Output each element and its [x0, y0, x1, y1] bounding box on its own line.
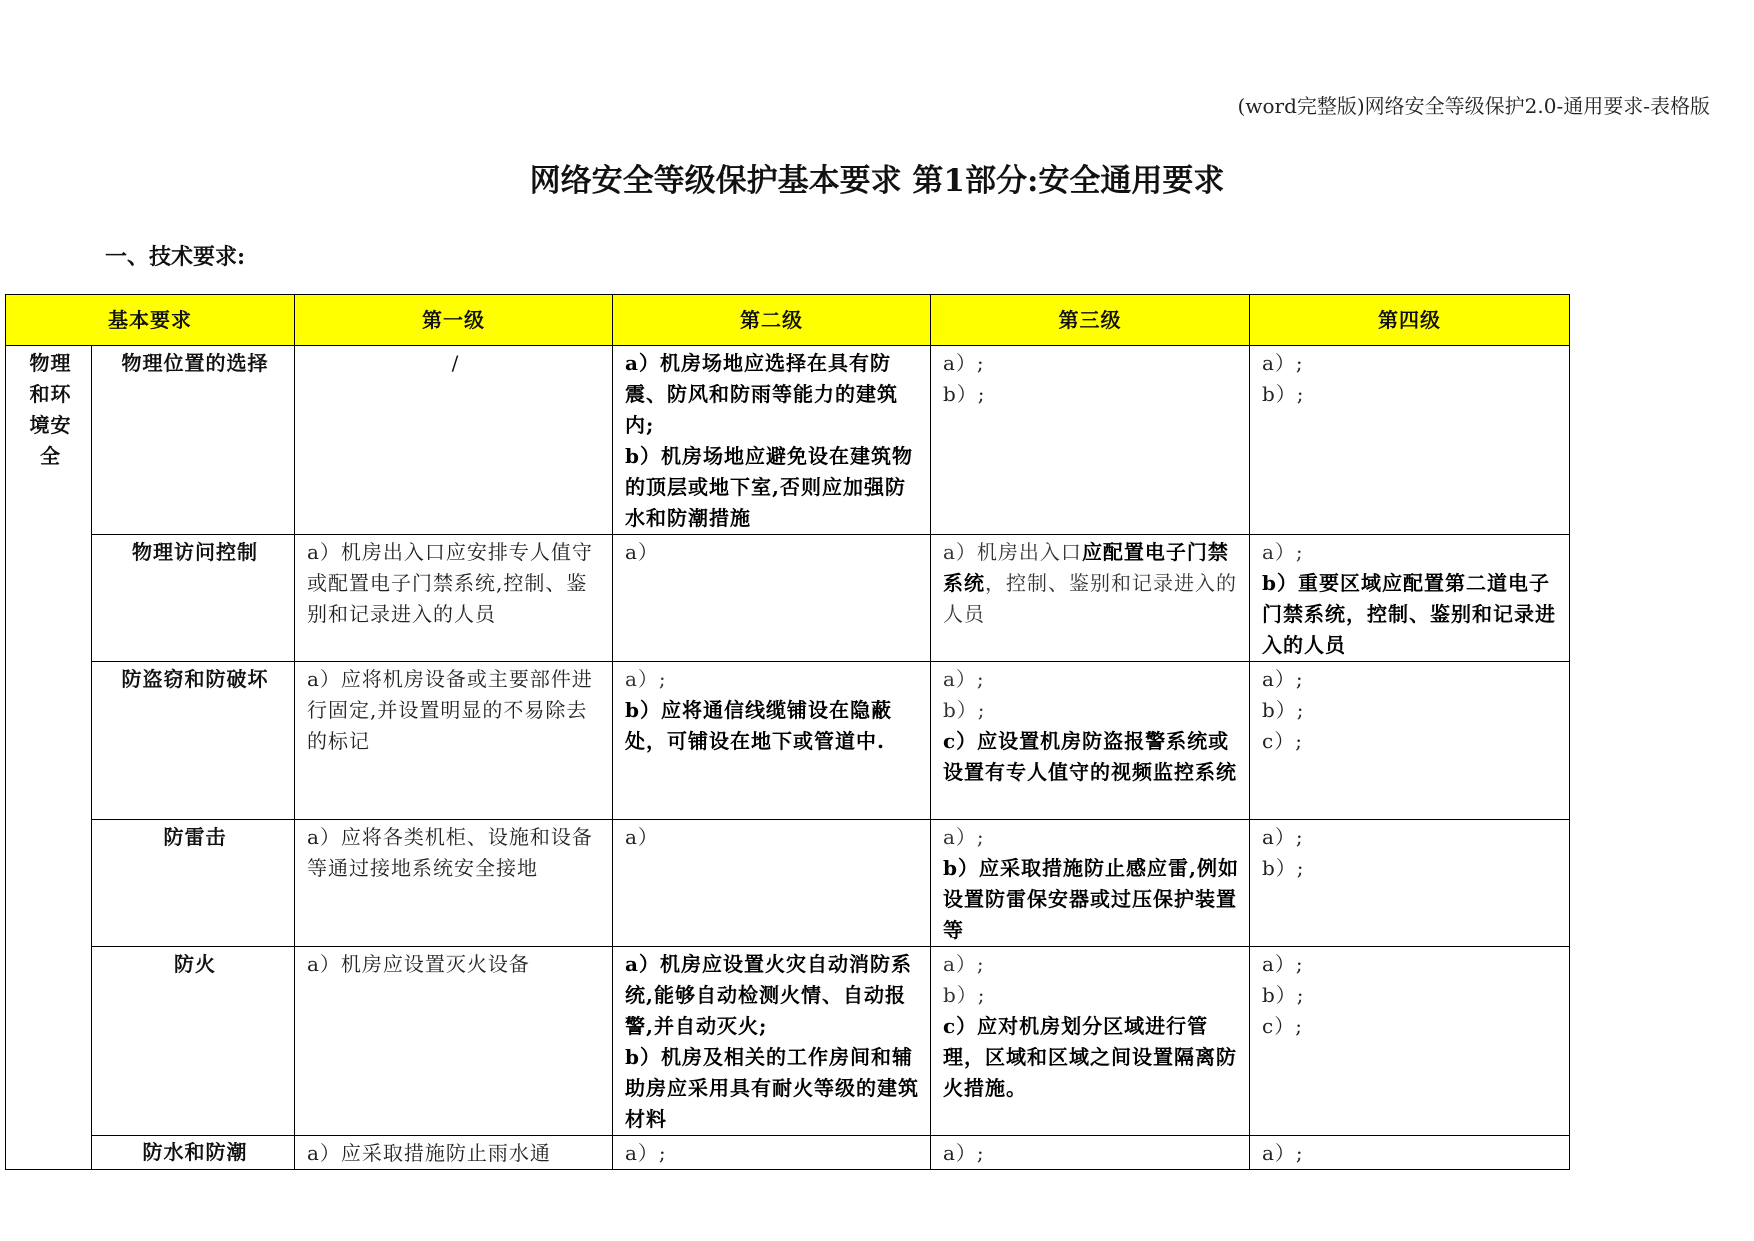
- level-1-cell: a）应采取措施防止雨水通: [295, 1136, 613, 1170]
- requirement-line: a）;: [1262, 1141, 1304, 1165]
- level-3-cell: [931, 1136, 1250, 1170]
- header-level-4: 第四级: [1250, 295, 1570, 346]
- requirement-line: b）;: [943, 698, 986, 722]
- level-2-cell: [613, 662, 931, 820]
- requirement-line: b）;: [1262, 856, 1305, 880]
- level-4-cell: [1250, 662, 1570, 820]
- requirement-line: b）应采取措施防止感应雷,例如设置防雷保安器或过压保护装置等: [943, 856, 1239, 942]
- requirement-line: a）;: [1262, 667, 1304, 691]
- level-3-cell: [931, 346, 1250, 535]
- requirement-line: c）;: [1262, 1014, 1303, 1038]
- requirement-line: a）机房应设置火灾自动消防系统,能够自动检测火情、自动报警,并自动灭火;: [625, 952, 912, 1038]
- requirement-line: c）应设置机房防盗报警系统或设置有专人值守的视频监控系统: [943, 729, 1237, 784]
- requirement-line: a）;: [1262, 351, 1304, 375]
- category-cell: [6, 346, 92, 1170]
- requirement-line: a）;: [1262, 952, 1304, 976]
- requirement-line: b）;: [943, 983, 986, 1007]
- requirement-line: b）机房及相关的工作房间和辅助房应采用具有耐火等级的建筑材料: [625, 1045, 919, 1131]
- level-2-cell: [613, 947, 931, 1136]
- table-row: [6, 346, 1570, 535]
- item-name: 物理位置的选择: [92, 346, 295, 535]
- document-title: 网络安全等级保护基本要求 第1部分:安全通用要求: [529, 163, 1225, 199]
- requirement-line: c）;: [1262, 729, 1303, 753]
- requirement-text: a）机房出入口: [943, 540, 1082, 564]
- table-row: [6, 820, 1570, 947]
- level-1-cell: a）机房应设置灭火设备: [295, 947, 613, 1136]
- requirements-table: [5, 294, 1570, 1170]
- requirement-line: a）: [625, 825, 659, 849]
- table-row: [6, 535, 1570, 662]
- level-2-cell: [613, 1136, 931, 1170]
- requirement-line: a）;: [1262, 825, 1304, 849]
- table-row: [6, 1136, 1570, 1170]
- requirement-line: b）;: [1262, 382, 1305, 406]
- requirement-line: b）重要区域应配置第二道电子门禁系统，控制、鉴别和记录进入的人员: [1262, 571, 1556, 657]
- header-level-3: 第三级: [931, 295, 1250, 346]
- table-header-row: [6, 295, 1570, 346]
- level-4-cell: [1250, 820, 1570, 947]
- item-name: 防盗窃和防破坏: [92, 662, 295, 820]
- requirement-line: a）机房场地应选择在具有防震、防风和防雨等能力的建筑内;: [625, 351, 898, 437]
- table-row: [6, 662, 1570, 820]
- table-row: [6, 947, 1570, 1136]
- requirement-line: a）;: [943, 667, 985, 691]
- header-basic-requirement: 基本要求: [6, 295, 295, 346]
- requirement-line: a）;: [943, 1141, 985, 1165]
- level-3-cell: [931, 662, 1250, 820]
- level-4-cell: [1250, 535, 1570, 662]
- level-1-cell: a）应将机房设备或主要部件进行固定,并设置明显的不易除去的标记: [295, 662, 613, 820]
- level-4-cell: [1250, 947, 1570, 1136]
- requirement-line: b）机房场地应避免设在建筑物的顶层或地下室,否则应加强防水和防潮措施: [625, 444, 913, 530]
- level-4-cell: [1250, 1136, 1570, 1170]
- requirement-line: c）应对机房划分区域进行管理，区域和区域之间设置隔离防火措施。: [943, 1014, 1237, 1100]
- header-level-1: 第一级: [295, 295, 613, 346]
- category-label: 物理和环境安全: [29, 351, 72, 468]
- level-4-cell: [1250, 346, 1570, 535]
- requirement-line: a）;: [625, 667, 667, 691]
- requirement-line: a）;: [943, 351, 985, 375]
- level-1-cell: /: [295, 346, 613, 535]
- requirement-text-bold: 应配置电子门禁系统: [943, 540, 1229, 595]
- requirement-line: a）;: [943, 952, 985, 976]
- requirement-line: b）;: [943, 382, 986, 406]
- item-name: 防火: [92, 947, 295, 1136]
- level-3-cell: [931, 820, 1250, 947]
- level-2-cell: [613, 346, 931, 535]
- requirement-line: a）;: [1262, 540, 1304, 564]
- header-note: (word完整版)网络安全等级保护2.0-通用要求-表格版: [1237, 94, 1710, 118]
- requirement-line: a）;: [943, 825, 985, 849]
- requirement-line: b）应将通信线缆铺设在隐蔽处，可铺设在地下或管道中.: [625, 698, 892, 753]
- level-2-cell: [613, 820, 931, 947]
- section-title: 一、技术要求:: [105, 244, 246, 270]
- requirement-text: ，控制、鉴别和记录进入的人员: [943, 571, 1237, 626]
- level-2-cell: [613, 535, 931, 662]
- item-name: 防水和防潮: [92, 1136, 295, 1170]
- requirement-line: a）;: [625, 1141, 667, 1165]
- requirement-line: b）;: [1262, 983, 1305, 1007]
- requirement-line: a）: [625, 540, 659, 564]
- level-3-cell: [931, 947, 1250, 1136]
- item-name: 防雷击: [92, 820, 295, 947]
- level-3-cell: [931, 535, 1250, 662]
- header-level-2: 第二级: [613, 295, 931, 346]
- level-1-cell: a）机房出入口应安排专人值守或配置电子门禁系统,控制、鉴别和记录进入的人员: [295, 535, 613, 662]
- item-name: 物理访问控制: [92, 535, 295, 662]
- level-1-cell: a）应将各类机柜、设施和设备等通过接地系统安全接地: [295, 820, 613, 947]
- requirement-line: b）;: [1262, 698, 1305, 722]
